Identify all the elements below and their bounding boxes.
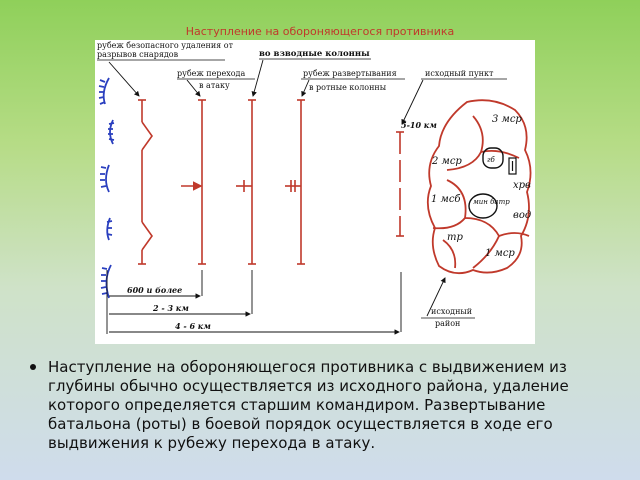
label-platoon-columns: во взводные колонны [259, 49, 370, 59]
bullet-item [48, 358, 618, 453]
label-deploy-line-1: рубеж развертывания [303, 69, 397, 78]
diagram-panel [95, 40, 535, 344]
bullet-text: Наступление на обороняющегося противника с выдвижением из глубины обычно осуществляется из исходного района, удаление которого определяется старшим командиром. Развертывание батальона (роты) в боевой порядок осуществляется в ходе его выдвижения к рубежу перехода в атаку. [48, 358, 569, 452]
safe-distance-line [138, 100, 152, 264]
dim-600: 600 и более [127, 285, 183, 295]
attack-line [181, 100, 206, 264]
deploy-line [285, 100, 305, 264]
label-start-point: исходный пункт [425, 69, 494, 78]
label-safe-distance-2: разрывов снарядов [97, 50, 179, 59]
distance-dimensions [107, 270, 401, 334]
platoon-column-line [236, 100, 256, 264]
label-attack-line-1: рубеж перехода [177, 69, 246, 78]
tactical-diagram [95, 40, 535, 344]
dim-2-3km: 2 - 3 км [153, 303, 189, 313]
slide-title: Наступление на обороняющегося противника [185, 25, 455, 38]
unit-min: мин батр [473, 198, 510, 206]
unit-2msr: 2 мср [432, 156, 462, 167]
bullet-dot [30, 364, 36, 370]
label-start-area-1: исходный [431, 307, 473, 316]
label-deploy-line-2: в ротные колонны [309, 83, 387, 92]
unit-hrv: хрв [513, 180, 531, 191]
unit-gb: гб [487, 156, 495, 164]
unit-1msb: 1 мсб [431, 194, 461, 205]
dim-4-6km: 4 - 6 км [175, 321, 211, 331]
label-attack-line-2: в атаку [199, 81, 230, 90]
bullet-area [28, 358, 618, 453]
unit-1msr: 1 мср [485, 248, 515, 259]
label-safe-distance-1: рубеж безопасного удаления от [97, 41, 234, 50]
unit-tp: тр [447, 232, 463, 243]
unit-3msr: 3 мср [492, 114, 522, 125]
label-distance-start: 5-10 км [401, 120, 437, 130]
label-start-area-2: район [435, 319, 461, 328]
unit-vod: вод [513, 210, 532, 221]
enemy-defense [99, 78, 114, 298]
